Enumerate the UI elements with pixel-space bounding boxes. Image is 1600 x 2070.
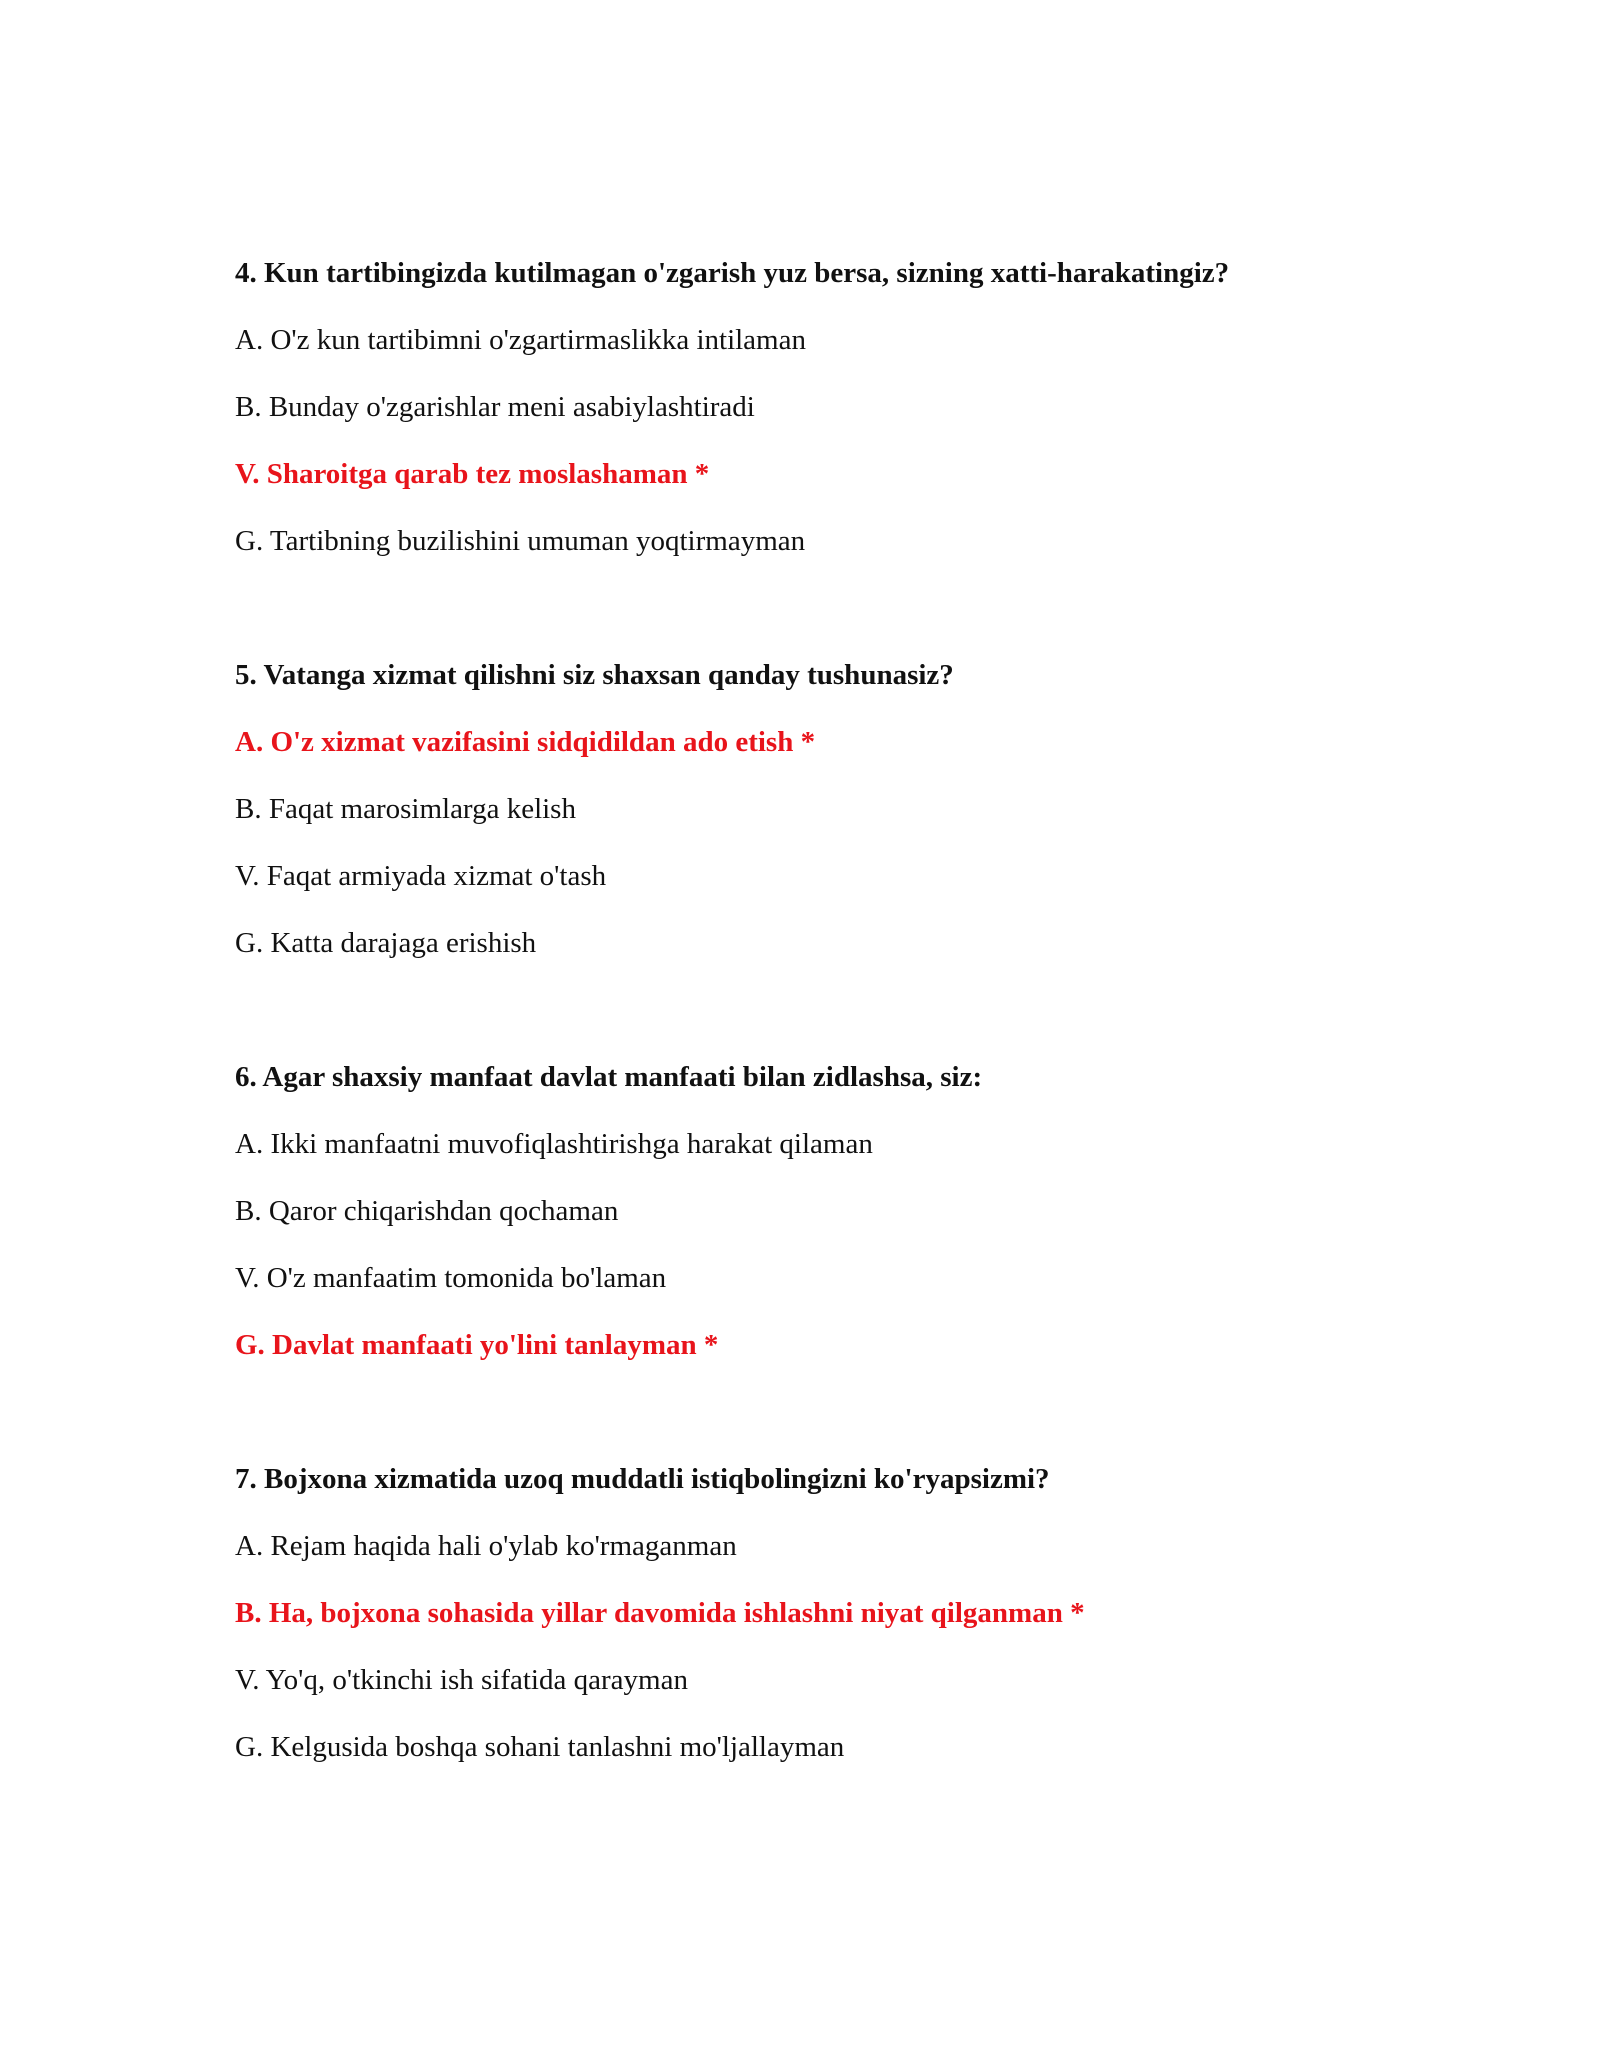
question-block-7: [235, 1462, 1435, 1797]
question-text: 5. Vatanga xizmat qilishni siz shaxsan qanday tushunasiz?: [235, 659, 954, 691]
answer-option-b: B. Ha, bojxona sohasida yillar davomida ishlashni niyat qilganman *: [235, 1597, 1085, 1629]
question-text: 7. Bojxona xizmatida uzoq muddatli istiqbolingizni ko'ryapsizmi?: [235, 1463, 1050, 1495]
answer-option-g: G. Davlat manfaati yo'lini tanlayman *: [235, 1329, 719, 1361]
answer-option-b: B. Bunday o'zgarishlar meni asabiylashtiradi: [235, 391, 755, 423]
answer-option-v: V. Sharoitga qarab tez moslashaman *: [235, 458, 710, 490]
answer-option-a: A. Rejam haqida hali o'ylab ko'rmaganman: [235, 1530, 737, 1562]
answer-option-a: A. Ikki manfaatni muvofiqlashtirishga harakat qilaman: [235, 1128, 873, 1160]
answer-option-a: A. O'z kun tartibimni o'zgartirmaslikka intilaman: [235, 324, 806, 356]
question-block-4: [235, 256, 1435, 591]
answer-option-b: B. Qaror chiqarishdan qochaman: [235, 1195, 619, 1227]
question-block-6: [235, 1060, 1435, 1395]
answer-option-g: G. Kelgusida boshqa sohani tanlashni mo'ljallayman: [235, 1731, 845, 1763]
answer-option-g: G. Katta darajaga erishish: [235, 927, 537, 959]
answer-option-v: V. Faqat armiyada xizmat o'tash: [235, 860, 607, 892]
answer-option-b: B. Faqat marosimlarga kelish: [235, 793, 576, 825]
answer-option-v: V. Yo'q, o'tkinchi ish sifatida qarayman: [235, 1664, 688, 1696]
answer-option-g: G. Tartibning buzilishini umuman yoqtirmayman: [235, 525, 806, 557]
question-block-5: [235, 658, 1435, 993]
answer-option-v: V. O'z manfaatim tomonida bo'laman: [235, 1262, 667, 1294]
answer-option-a: A. O'z xizmat vazifasini sidqidildan ado etish *: [235, 726, 816, 758]
question-text: 4. Kun tartibingizda kutilmagan o'zgarish yuz bersa, sizning xatti-harakatingiz?: [235, 257, 1230, 289]
question-text: 6. Agar shaxsiy manfaat davlat manfaati bilan zidlashsa, siz:: [235, 1061, 983, 1093]
